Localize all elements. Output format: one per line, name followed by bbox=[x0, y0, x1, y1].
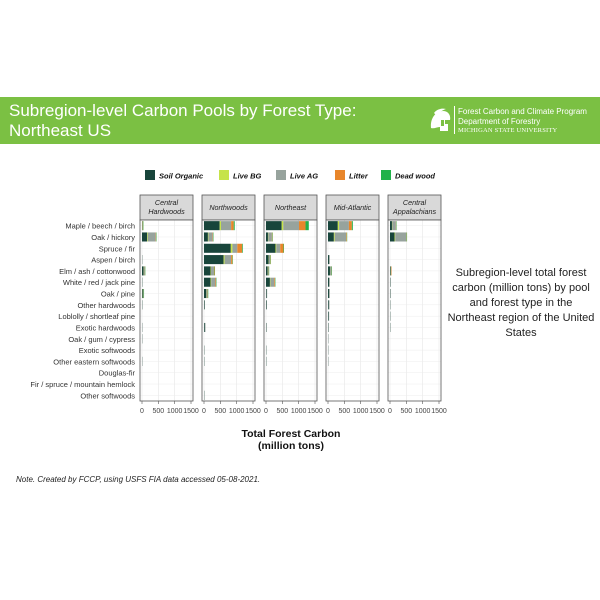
logo-divider bbox=[454, 106, 455, 134]
bar-central-appalachians-oak-hickory-live-ag bbox=[395, 232, 406, 241]
bar-mid-atlantic-oak-hickory-live-bg bbox=[334, 232, 335, 241]
bar-mid-atlantic-maple-beech-birch-litter bbox=[349, 221, 352, 230]
bar-northeast-elm-ash-cottonwood-live-ag bbox=[268, 266, 269, 275]
category-label-fir-spruce-mountain-hemlock: Fir / spruce / mountain hemlock bbox=[30, 380, 135, 390]
facet-panel-central-hardwoods bbox=[140, 220, 193, 401]
category-label-loblolly-shortleaf-pine: Loblolly / shortleaf pine bbox=[58, 312, 135, 322]
tick-label-central-appalachians-1000: 1000 bbox=[414, 408, 431, 415]
bar-northwoods-oak-pine-live-ag bbox=[206, 289, 207, 298]
category-label-maple-beech-birch: Maple / beech / birch bbox=[65, 221, 135, 231]
bar-northeast-maple-beech-birch-dead-wood bbox=[306, 221, 309, 230]
legend-label-dead-wood: Dead wood bbox=[395, 171, 436, 181]
bar-mid-atlantic-loblolly-shortleaf-pine-soil-organic bbox=[328, 312, 329, 321]
page-title bbox=[9, 101, 356, 141]
bar-northeast-maple-beech-birch-live-bg bbox=[282, 221, 284, 230]
tick-label-mid-atlantic-1500: 1500 bbox=[369, 408, 385, 415]
category-label-elm-ash-cottonwood: Elm / ash / cottonwood bbox=[59, 266, 135, 276]
bar-northwoods-maple-beech-birch-live-bg bbox=[220, 221, 221, 230]
tick-label-mid-atlantic-0: 0 bbox=[326, 408, 330, 415]
legend-label-litter: Litter bbox=[349, 171, 368, 181]
bar-northwoods-elm-ash-cottonwood-live-ag bbox=[211, 266, 214, 275]
tick-label-central-hardwoods-1500: 1500 bbox=[183, 408, 199, 415]
bar-northeast-spruce-fir-litter bbox=[280, 244, 283, 253]
bar-mid-atlantic-elm-ash-cottonwood-soil-organic bbox=[328, 266, 330, 275]
facet-panel-central-appalachians bbox=[388, 220, 441, 401]
category-label-aspen-birch: Aspen / birch bbox=[91, 255, 135, 265]
bar-central-hardwoods-oak-pine-live-ag bbox=[143, 289, 144, 298]
category-label-exotic-softwoods: Exotic softwoods bbox=[78, 346, 135, 356]
bar-mid-atlantic-other-hardwoods-live-ag bbox=[329, 300, 330, 309]
bar-northeast-white-red-jack-pine-live-ag bbox=[270, 278, 274, 287]
bar-northeast-white-red-jack-pine-litter bbox=[274, 278, 275, 287]
legend-swatch-soil-organic bbox=[145, 170, 155, 180]
bar-mid-atlantic-maple-beech-birch-dead-wood bbox=[352, 221, 353, 230]
bar-northwoods-spruce-fir-live-ag bbox=[232, 244, 237, 253]
program-name bbox=[458, 107, 587, 136]
facet-title-mid-atlantic: Mid-Atlantic bbox=[333, 203, 372, 212]
tick-label-northwoods-1500: 1500 bbox=[245, 408, 261, 415]
bar-central-hardwoods-elm-ash-cottonwood-soil-organic bbox=[142, 266, 143, 275]
bar-mid-atlantic-oak-pine-live-ag bbox=[329, 289, 330, 298]
program-line-2: Department of Forestry bbox=[458, 116, 541, 126]
bar-northwoods-oak-pine-soil-organic bbox=[204, 289, 206, 298]
bar-central-hardwoods-oak-pine-soil-organic bbox=[142, 289, 143, 298]
tick-label-mid-atlantic-500: 500 bbox=[338, 408, 351, 415]
bar-northwoods-maple-beech-birch-litter bbox=[231, 221, 234, 230]
bar-northwoods-oak-hickory-soil-organic bbox=[204, 232, 208, 241]
bar-mid-atlantic-aspen-birch-live-ag bbox=[329, 255, 330, 264]
title-line-2: Northeast US bbox=[9, 121, 112, 140]
category-label-other-hardwoods: Other hardwoods bbox=[77, 300, 135, 310]
tick-label-northwoods-0: 0 bbox=[202, 408, 206, 415]
tick-label-northeast-1000: 1000 bbox=[290, 408, 307, 415]
tick-label-central-appalachians-500: 500 bbox=[400, 408, 413, 415]
category-label-spruce-fir: Spruce / fir bbox=[98, 244, 135, 254]
facet-title-central-hardwoods-line-1: Central bbox=[154, 198, 179, 207]
bar-central-appalachians-oak-hickory-live-bg bbox=[395, 232, 396, 241]
bar-northwoods-maple-beech-birch-live-ag bbox=[221, 221, 231, 230]
x-axis-title-line-2: (million tons) bbox=[258, 440, 324, 452]
bar-northeast-maple-beech-birch-litter bbox=[299, 221, 306, 230]
source-note: Note. Created by FCCP, using USFS FIA data accessed 05-08-2021. bbox=[16, 475, 261, 484]
bar-northwoods-spruce-fir-soil-organic bbox=[204, 244, 231, 253]
category-label-oak-gum-cypress: Oak / gum / cypress bbox=[68, 334, 135, 344]
bar-northeast-oak-pine-live-ag bbox=[266, 289, 267, 298]
tick-label-northeast-1500: 1500 bbox=[307, 408, 323, 415]
bar-mid-atlantic-elm-ash-cottonwood-live-ag bbox=[330, 266, 331, 275]
chart-description: Subregion-level total forest carbon (million tons) by pool and forest type in the Northeast region of the United States bbox=[447, 267, 595, 339]
bar-central-hardwoods-oak-hickory-live-bg bbox=[147, 232, 148, 241]
bar-northeast-aspen-birch-live-ag bbox=[269, 255, 270, 264]
bar-northwoods-exotic-hardwoods-soil-organic bbox=[204, 323, 205, 332]
bar-northwoods-elm-ash-cottonwood-litter bbox=[214, 266, 215, 275]
title-line-1: Subregion-level Carbon Pools by Forest Type: bbox=[9, 101, 357, 120]
bar-northwoods-oak-hickory-live-ag bbox=[208, 232, 212, 241]
bar-mid-atlantic-oak-pine-soil-organic bbox=[328, 289, 329, 298]
bar-mid-atlantic-white-red-jack-pine-live-ag bbox=[329, 278, 330, 287]
bar-northwoods-aspen-birch-soil-organic bbox=[204, 255, 224, 264]
tick-label-northwoods-500: 500 bbox=[214, 408, 227, 415]
bar-northwoods-maple-beech-birch-soil-organic bbox=[204, 221, 220, 230]
bar-central-hardwoods-oak-hickory-live-ag bbox=[148, 232, 156, 241]
bar-northeast-oak-hickory-live-ag bbox=[268, 232, 272, 241]
category-label-oak-hickory: Oak / hickory bbox=[91, 232, 135, 242]
bar-northwoods-spruce-fir-litter bbox=[237, 244, 242, 253]
spartan-helmet-icon bbox=[428, 108, 452, 134]
facet-panel-mid-atlantic bbox=[326, 220, 379, 401]
bar-mid-atlantic-white-red-jack-pine-soil-organic bbox=[328, 278, 329, 287]
bar-northwoods-white-red-jack-pine-soil-organic bbox=[204, 278, 211, 287]
bar-mid-atlantic-maple-beech-birch-live-ag bbox=[339, 221, 349, 230]
category-label-exotic-hardwoods: Exotic hardwoods bbox=[75, 323, 135, 333]
facet-title-central-appalachians-line-2: Appalachians bbox=[392, 207, 437, 216]
bar-central-appalachians-maple-beech-birch-live-ag bbox=[392, 221, 396, 230]
facet-title-northwoods: Northwoods bbox=[209, 203, 248, 212]
legend-swatch-litter bbox=[335, 170, 345, 180]
tick-label-northeast-0: 0 bbox=[264, 408, 268, 415]
category-label-oak-pine: Oak / pine bbox=[100, 289, 135, 299]
bar-northwoods-aspen-birch-live-ag bbox=[225, 255, 232, 264]
bar-northeast-spruce-fir-live-ag bbox=[276, 244, 280, 253]
bar-mid-atlantic-oak-hickory-live-ag bbox=[335, 232, 346, 241]
tick-label-central-appalachians-0: 0 bbox=[388, 408, 392, 415]
category-label-white-red-jack-pine: White / red / jack pine bbox=[62, 278, 135, 288]
bar-northwoods-aspen-birch-litter bbox=[231, 255, 232, 264]
legend-swatch-live-ag bbox=[276, 170, 286, 180]
bar-northwoods-elm-ash-cottonwood-soil-organic bbox=[204, 266, 211, 275]
bar-northeast-maple-beech-birch-soil-organic bbox=[266, 221, 282, 230]
bar-northwoods-white-red-jack-pine-litter bbox=[215, 278, 216, 287]
bar-northwoods-white-red-jack-pine-live-ag bbox=[211, 278, 215, 287]
bar-northeast-spruce-fir-live-bg bbox=[275, 244, 276, 253]
bar-central-hardwoods-elm-ash-cottonwood-live-ag bbox=[144, 266, 145, 275]
bar-central-appalachians-maple-beech-birch-soil-organic bbox=[390, 221, 392, 230]
bar-northeast-elm-ash-cottonwood-soil-organic bbox=[266, 266, 267, 275]
facet-title-northeast: Northeast bbox=[274, 203, 307, 212]
tick-label-central-hardwoods-1000: 1000 bbox=[166, 408, 183, 415]
bar-northwoods-spruce-fir-dead-wood bbox=[242, 244, 243, 253]
tick-label-central-hardwoods-500: 500 bbox=[152, 408, 165, 415]
bar-northwoods-spruce-fir-live-bg bbox=[231, 244, 233, 253]
bar-mid-atlantic-oak-hickory-soil-organic bbox=[328, 232, 334, 241]
legend-swatch-live-bg bbox=[219, 170, 229, 180]
bar-northwoods-aspen-birch-live-bg bbox=[224, 255, 225, 264]
bar-northwoods-white-red-jack-pine-live-bg bbox=[211, 278, 212, 287]
university-name: MICHIGAN STATE UNIVERSITY bbox=[458, 127, 558, 134]
tick-label-northwoods-1000: 1000 bbox=[228, 408, 245, 415]
category-label-douglas-fir: Douglas-fir bbox=[98, 368, 135, 378]
bar-northwoods-maple-beech-birch-dead-wood bbox=[234, 221, 235, 230]
legend-label-soil-organic: Soil Organic bbox=[159, 171, 204, 181]
tick-label-central-hardwoods-0: 0 bbox=[140, 408, 144, 415]
bar-central-hardwoods-oak-hickory-soil-organic bbox=[142, 232, 147, 241]
bar-central-appalachians-oak-hickory-soil-organic bbox=[390, 232, 395, 241]
bar-northeast-aspen-birch-soil-organic bbox=[266, 255, 269, 264]
facet-title-central-hardwoods-line-2: Hardwoods bbox=[148, 207, 185, 216]
tick-label-central-appalachians-1500: 1500 bbox=[431, 408, 447, 415]
legend-label-live-bg: Live BG bbox=[233, 171, 262, 181]
bar-mid-atlantic-maple-beech-birch-soil-organic bbox=[328, 221, 338, 230]
bar-mid-atlantic-other-hardwoods-soil-organic bbox=[328, 300, 329, 309]
category-label-other-softwoods: Other softwoods bbox=[80, 391, 135, 401]
program-line-1: Forest Carbon and Climate Program bbox=[458, 107, 587, 116]
bar-northeast-oak-hickory-soil-organic bbox=[266, 232, 268, 241]
tick-label-mid-atlantic-1000: 1000 bbox=[352, 408, 369, 415]
bar-central-appalachians-elm-ash-cottonwood-soil-organic bbox=[390, 266, 391, 275]
category-label-other-eastern-softwoods: Other eastern softwoods bbox=[53, 357, 135, 367]
x-axis-title-line-1: Total Forest Carbon bbox=[241, 428, 341, 440]
legend-swatch-dead-wood bbox=[381, 170, 391, 180]
bar-northeast-spruce-fir-soil-organic bbox=[266, 244, 275, 253]
bar-mid-atlantic-oak-hickory-litter bbox=[346, 232, 347, 241]
bar-mid-atlantic-aspen-birch-soil-organic bbox=[328, 255, 329, 264]
facet-title-central-appalachians-line-1: Central bbox=[402, 198, 427, 207]
bar-northeast-maple-beech-birch-live-ag bbox=[283, 221, 299, 230]
bar-mid-atlantic-maple-beech-birch-live-bg bbox=[338, 221, 339, 230]
bar-northeast-white-red-jack-pine-soil-organic bbox=[266, 278, 270, 287]
legend-label-live-ag: Live AG bbox=[290, 171, 319, 181]
bar-northwoods-exotic-hardwoods-live-ag bbox=[205, 323, 206, 332]
tick-label-northeast-500: 500 bbox=[276, 408, 289, 415]
